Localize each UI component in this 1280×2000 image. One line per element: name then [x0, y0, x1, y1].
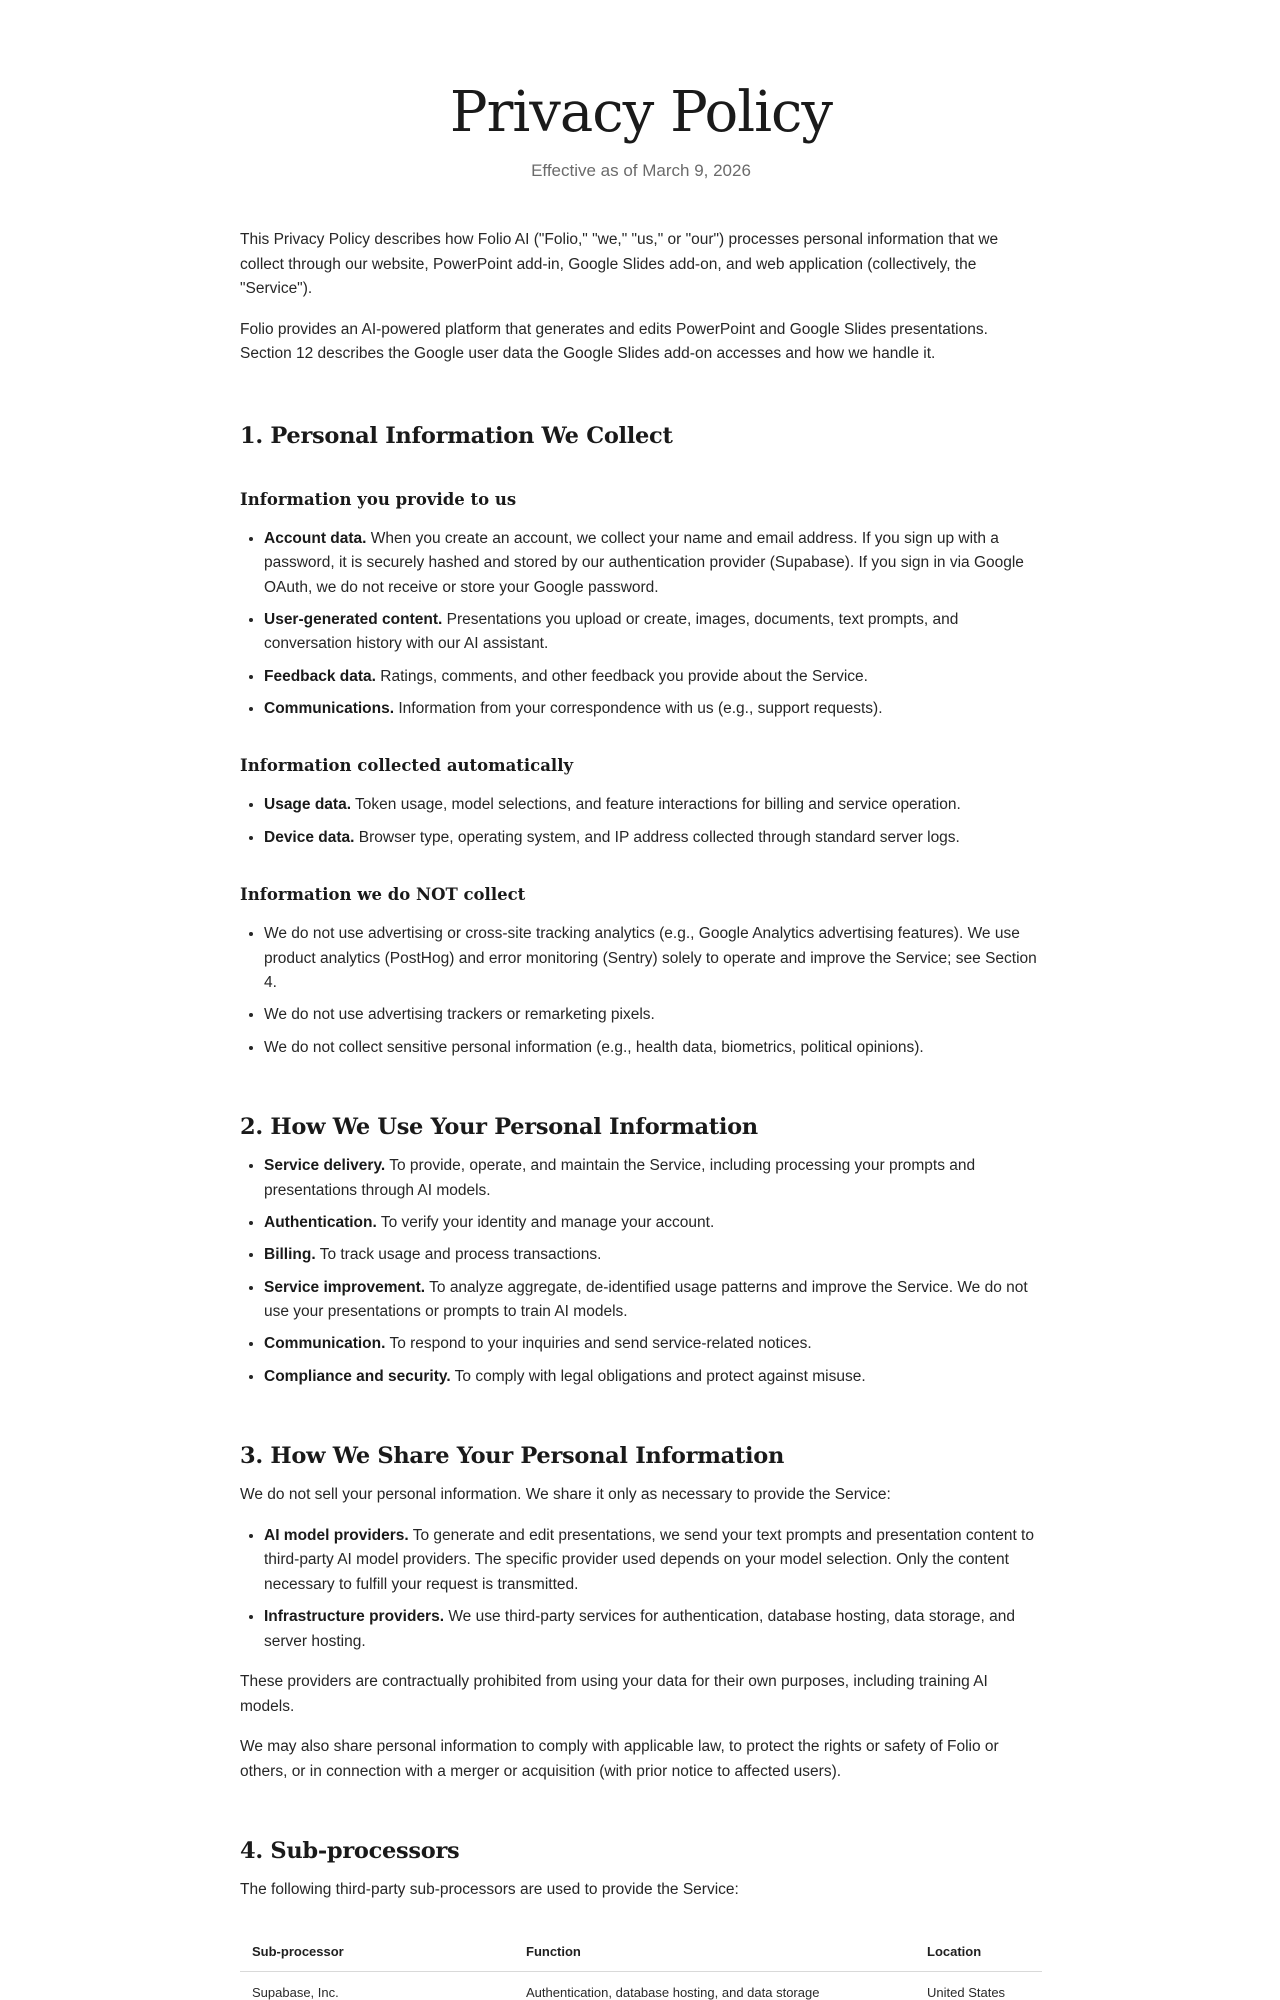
- list-item-label: Billing.: [264, 1246, 316, 1264]
- list-how-we-share: [240, 1524, 1042, 1654]
- list-item-label: AI model providers.: [264, 1526, 409, 1544]
- list-item: [264, 1276, 1042, 1325]
- subheading-information-not-collected: Information we do NOT collect: [240, 885, 526, 905]
- section-lead: We do not sell your personal information. We share it only as necessary to provide the Service:: [240, 1486, 891, 1504]
- table-header-row: [240, 1931, 1042, 1972]
- list-item: [264, 608, 1042, 657]
- list-item-text: To analyze aggregate, de-identified usage patterns and improve the Service. We do not use your presentations or prompts to train AI models.: [264, 1278, 1028, 1321]
- list-how-we-use: [240, 1154, 1042, 1389]
- section-paragraph: We may also share personal information to comply with applicable law, to protect the rights or safety of Folio or others, or in connection with a merger or acquisition (with prior notice to affected users).: [240, 1738, 999, 1780]
- subheading-information-provided: Information you provide to us: [240, 489, 517, 509]
- list-item: [264, 1243, 1042, 1268]
- list-item-text: To verify your identity and manage your account.: [376, 1214, 715, 1232]
- list-item: • We do not use advertising trackers or remarketing pixels.: [264, 1003, 1042, 1028]
- table-row: [240, 1971, 1042, 2000]
- list-information-automatic: [240, 793, 1042, 850]
- list-item: [264, 697, 1042, 722]
- section-heading-how-we-use: 2. How We Use Your Personal Information: [240, 1114, 758, 1141]
- sub-processors-table: [240, 1931, 1042, 2000]
- policy-content: [240, 0, 1042, 2000]
- list-item: [264, 1365, 1042, 1390]
- list-item-text: When you create an account, we collect your name and email address. If you sign up with a password, it is securely hashed and stored by our authentication provider (Supabase). If you sign in via Google OAuth, we do not receive or store your Google password.: [264, 529, 1024, 596]
- list-item-text: Presentations you upload or create, images, documents, text prompts, and conversation history with our AI assistant.: [264, 610, 959, 653]
- list-item: [264, 1154, 1042, 1203]
- list-item-text: Token usage, model selections, and feature interactions for billing and service operation.: [351, 796, 961, 814]
- column-header-function: Function: [514, 1931, 915, 1972]
- section-paragraph: These providers are contractually prohibited from using your data for their own purposes, including training AI models.: [240, 1673, 988, 1715]
- list-item: [264, 1524, 1042, 1598]
- list-item-label: Service improvement.: [264, 1278, 426, 1296]
- list-item: • We do not use advertising or cross-site tracking analytics (e.g., Google Analytics advertising features). We use product analytics (PostHog) and error monitoring (Sentry) solely to operate and improve the Service; see Section 4.: [264, 922, 1042, 996]
- list-item-text: To provide, operate, and maintain the Service, including processing your prompts and presentations through AI models.: [264, 1157, 976, 1199]
- list-item: [264, 826, 1042, 851]
- list-item-label: Infrastructure providers.: [264, 1608, 445, 1626]
- section-lead: The following third-party sub-processors are used to provide the Service:: [240, 1881, 739, 1899]
- intro-paragraph: Folio provides an AI-powered platform that generates and edits PowerPoint and Google Slides presentations. Section 12 describes the Google user data the Google Slides add-on accesses and how we handle it.: [240, 320, 988, 362]
- column-header-location: Location: [915, 1931, 1042, 1972]
- page-title: Privacy Policy: [449, 80, 833, 145]
- list-item: [264, 1211, 1042, 1236]
- section-heading-personal-information: 1. Personal Information We Collect: [240, 422, 673, 449]
- list-item-label: Compliance and security.: [264, 1367, 451, 1385]
- list-item: • We do not collect sensitive personal information (e.g., health data, biometrics, political opinions).: [264, 1036, 1042, 1061]
- list-item-label: Feedback data.: [264, 667, 376, 685]
- table-cell: Authentication, database hosting, and data storage: [526, 1984, 820, 2000]
- list-item: [264, 527, 1042, 601]
- section-heading-sub-processors: 4. Sub-processors: [240, 1838, 460, 1865]
- list-item-label: Device data.: [264, 828, 355, 846]
- list-item: [264, 665, 1042, 690]
- list-item-text: To comply with legal obligations and protect against misuse.: [450, 1367, 866, 1385]
- list-item-label: Service delivery.: [264, 1157, 386, 1175]
- list-item-text: Ratings, comments, and other feedback you provide about the Service.: [376, 667, 868, 685]
- section-heading-how-we-share: 3. How We Share Your Personal Information: [240, 1443, 785, 1470]
- list-item-label: Authentication.: [264, 1214, 377, 1232]
- list-item-label: User-generated content.: [264, 610, 443, 628]
- list-item-text: To respond to your inquiries and send service-related notices.: [385, 1335, 812, 1353]
- list-item-text: To track usage and process transactions.: [315, 1246, 602, 1264]
- list-item-text: Browser type, operating system, and IP address collected through standard server logs.: [354, 828, 960, 846]
- list-item-text: Information from your correspondence with us (e.g., support requests).: [394, 699, 883, 717]
- table-cell: Supabase, Inc.: [252, 1984, 339, 2000]
- column-header-sub-processor: Sub-processor: [240, 1931, 514, 1972]
- list-item-label: Account data.: [264, 529, 367, 547]
- list-item-text: To generate and edit presentations, we send your text prompts and presentation content to third-party AI model providers. The specific provider used depends on your model selection. Only the content necessary to fulfill your request is transmitted.: [264, 1526, 1034, 1593]
- subheading-information-automatic: Information collected automatically: [240, 756, 574, 776]
- list-item: [264, 1605, 1042, 1654]
- list-information-not-collected: [240, 922, 1042, 1060]
- list-item: [264, 793, 1042, 818]
- effective-date: Effective as of March 9, 2026: [531, 161, 751, 180]
- intro-paragraph: This Privacy Policy describes how Folio AI ("Folio," "we," "us," or "our") processes personal information that we collect through our website, PowerPoint add-in, Google Slides add-on, and web application (collectively, the "Service").: [240, 231, 999, 297]
- list-item-text: We use third-party services for authentication, database hosting, data storage, and server hosting.: [264, 1608, 1015, 1650]
- list-item-label: Communications.: [264, 699, 395, 717]
- list-item-label: Communication.: [264, 1335, 386, 1353]
- list-item-label: Usage data.: [264, 796, 352, 814]
- list-information-provided: [240, 527, 1042, 722]
- table-cell: United States: [927, 1984, 1006, 2000]
- list-item: [264, 1332, 1042, 1357]
